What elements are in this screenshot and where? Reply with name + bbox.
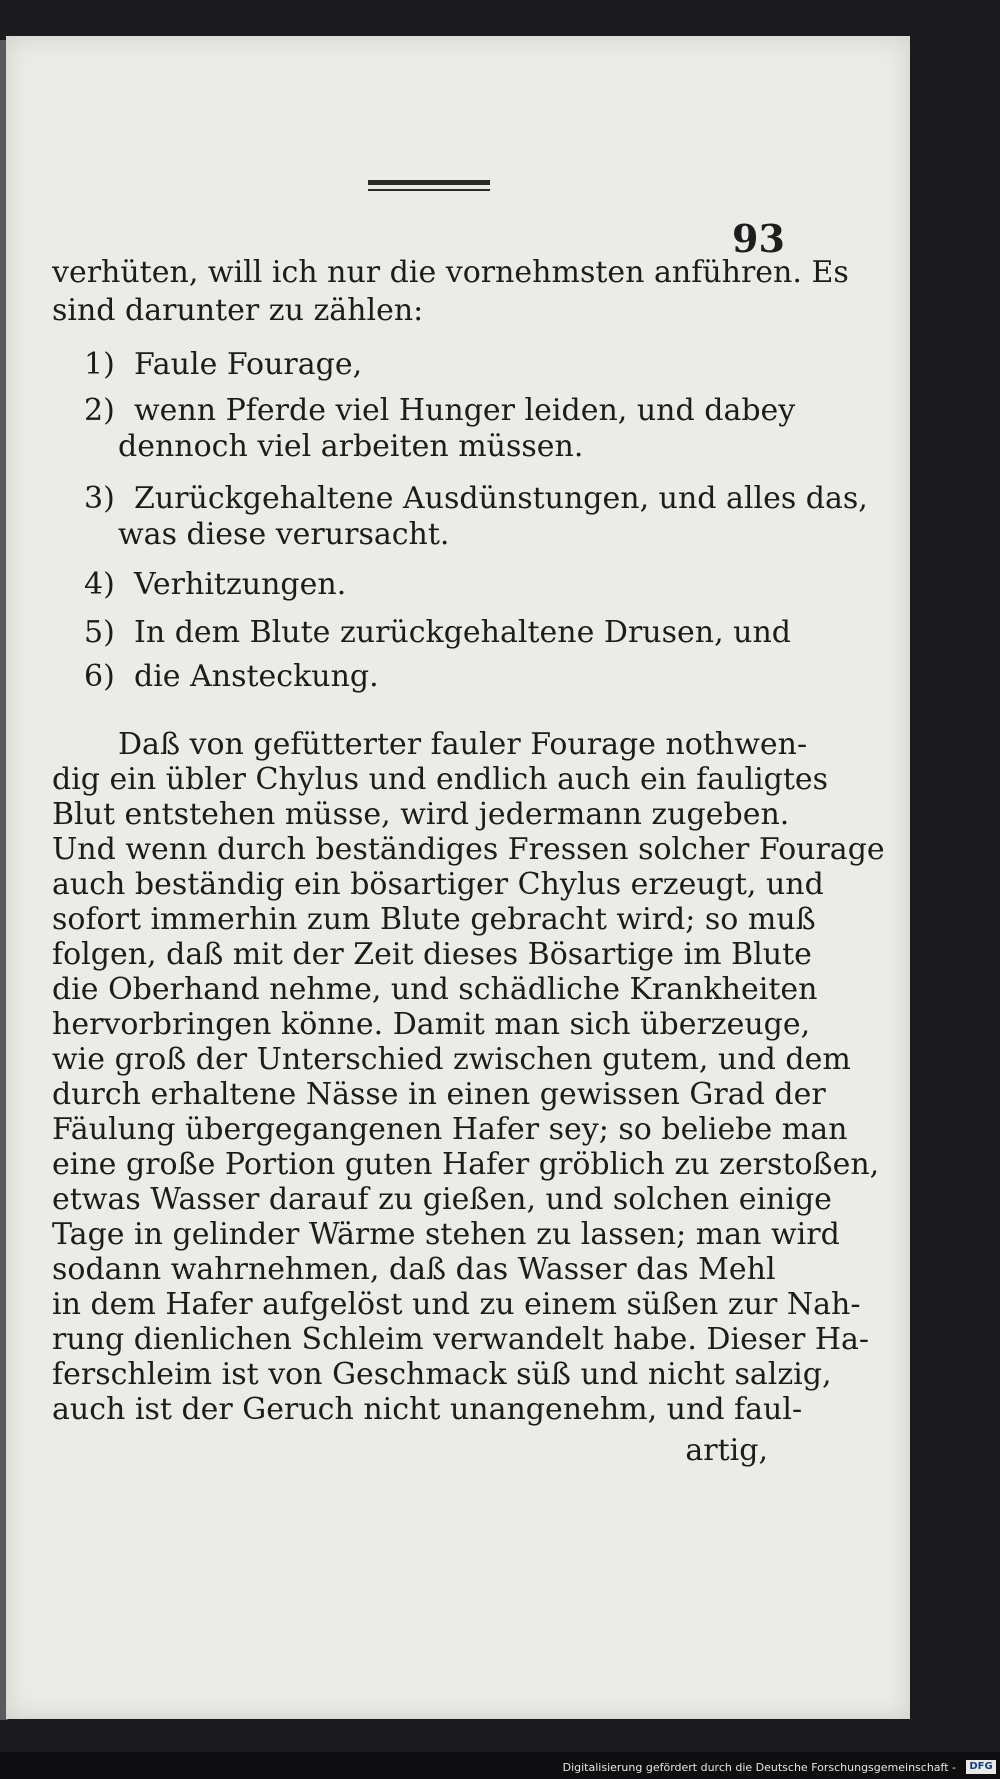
list-number: 2) bbox=[84, 393, 115, 428]
header-rule-thin bbox=[368, 189, 490, 191]
text-line: Fäulung übergegangenen Hafer sey; so beliebe man bbox=[52, 1112, 848, 1147]
paragraph-first-line: Daß von gefütterter fauler Fourage nothwen- bbox=[118, 727, 808, 762]
list-item-text: die Ansteckung. bbox=[134, 659, 379, 694]
catchword: artig, bbox=[685, 1433, 768, 1468]
text-line: Und wenn durch beständiges Fressen solcher Fourage bbox=[52, 832, 885, 867]
text-line: verhüten, will ich nur die vornehmsten anführen. Es bbox=[52, 255, 849, 290]
list-item-text: was diese verursacht. bbox=[118, 517, 450, 552]
list-number: 6) bbox=[84, 659, 115, 694]
text-line: etwas Wasser darauf zu gießen, und solchen einige bbox=[52, 1182, 832, 1217]
text-line: auch ist der Geruch nicht unangenehm, und faul- bbox=[52, 1392, 803, 1427]
list-item-text: Zurückgehaltene Ausdünstungen, und alles das, bbox=[134, 481, 868, 516]
text-line: die Oberhand nehme, und schädliche Krankheiten bbox=[52, 972, 818, 1007]
text-line: sodann wahrnehmen, daß das Wasser das Mehl bbox=[52, 1252, 776, 1287]
header-rule-thick bbox=[368, 180, 490, 185]
text-line: sind darunter zu zählen: bbox=[52, 293, 424, 328]
list-number: 3) bbox=[84, 481, 115, 516]
book-page bbox=[6, 36, 910, 1719]
text-line: Blut entstehen müsse, wird jedermann zugeben. bbox=[52, 797, 790, 832]
text-line: eine große Portion guten Hafer gröblich zu zerstoßen, bbox=[52, 1147, 880, 1182]
text-line: folgen, daß mit der Zeit dieses Bösartige im Blute bbox=[52, 937, 812, 972]
dfg-logo-icon: DFG bbox=[966, 1760, 996, 1774]
list-item-text: dennoch viel arbeiten müssen. bbox=[118, 429, 584, 464]
text-line: ferschleim ist von Geschmack süß und nicht salzig, bbox=[52, 1357, 832, 1392]
text-line: Tage in gelinder Wärme stehen zu lassen; man wird bbox=[52, 1217, 840, 1252]
text-line: durch erhaltene Nässe in einen gewissen Grad der bbox=[52, 1077, 826, 1112]
list-item-text: Verhitzungen. bbox=[134, 567, 347, 602]
list-number: 4) bbox=[84, 567, 115, 602]
page-number: 93 bbox=[732, 216, 785, 261]
text-line: auch beständig ein bösartiger Chylus erzeugt, und bbox=[52, 867, 824, 902]
text-line: rung dienlichen Schleim verwandelt habe. Dieser Ha- bbox=[52, 1322, 870, 1357]
list-item-text: wenn Pferde viel Hunger leiden, und dabey bbox=[134, 393, 796, 428]
list-item-text: Faule Fourage, bbox=[134, 347, 363, 382]
footer-credit: Digitalisierung gefördert durch die Deutsche Forschungsgemeinschaft - bbox=[562, 1761, 956, 1774]
list-item-text: In dem Blute zurückgehaltene Drusen, und bbox=[134, 615, 792, 650]
list-number: 5) bbox=[84, 615, 115, 650]
list-number: 1) bbox=[84, 347, 115, 382]
text-line: dig ein übler Chylus und endlich auch ein fauligtes bbox=[52, 762, 829, 797]
text-line: sofort immerhin zum Blute gebracht wird; so muß bbox=[52, 902, 816, 937]
text-line: in dem Hafer aufgelöst und zu einem süßen zur Nah- bbox=[52, 1287, 861, 1322]
text-line: hervorbringen könne. Damit man sich überzeuge, bbox=[52, 1007, 811, 1042]
text-line: wie groß der Unterschied zwischen gutem, und dem bbox=[52, 1042, 851, 1077]
